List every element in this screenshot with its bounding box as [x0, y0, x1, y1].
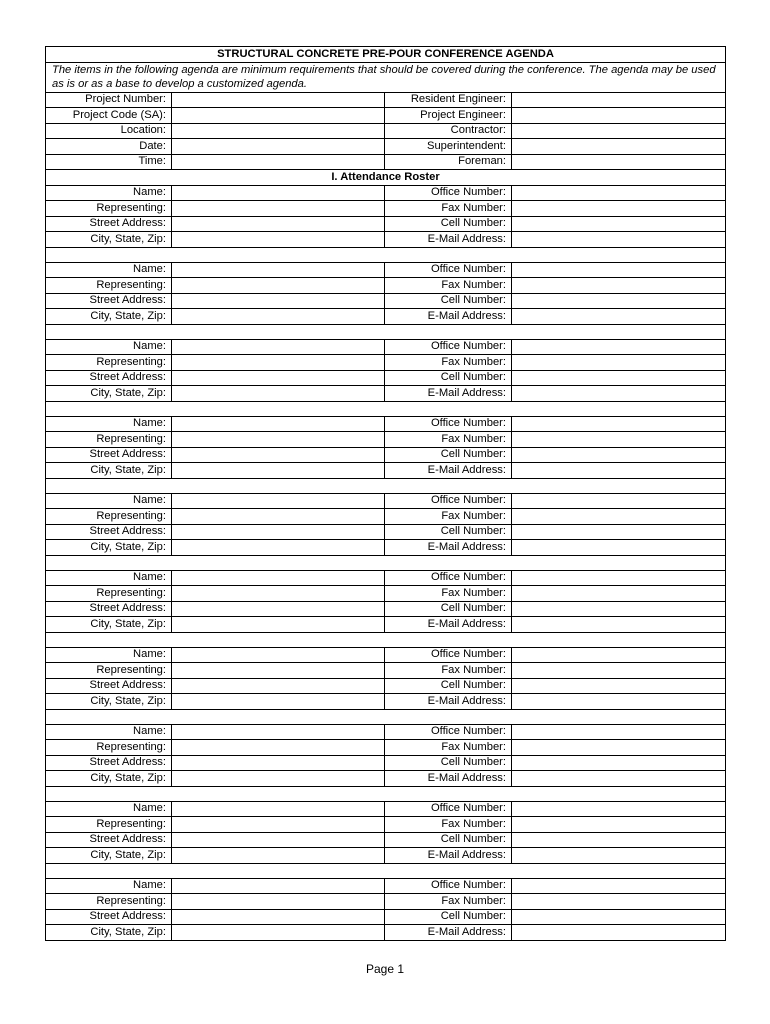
roster-row: [46, 832, 726, 848]
roster-row: [46, 848, 726, 864]
cell-number-label: Cell Number:: [385, 293, 512, 309]
cell-number-field[interactable]: [512, 755, 726, 771]
roster-row: [46, 185, 726, 201]
name-field[interactable]: [172, 493, 385, 509]
street-address-label: Street Address:: [46, 447, 172, 463]
e-mail-address-label: E-Mail Address:: [385, 463, 512, 479]
city-state-zip-field[interactable]: [172, 463, 385, 479]
roster-spacer-row: [46, 478, 726, 493]
header-row: [46, 108, 726, 124]
roster-row: [46, 878, 726, 894]
e-mail-address-label: E-Mail Address:: [385, 771, 512, 787]
roster-row: [46, 694, 726, 710]
project-engineer-field[interactable]: [512, 108, 726, 124]
roster-row: [46, 447, 726, 463]
roster-row: [46, 740, 726, 756]
roster-row: [46, 232, 726, 248]
representing-field[interactable]: [172, 201, 385, 217]
name-label: Name:: [46, 262, 172, 278]
representing-label: Representing:: [46, 432, 172, 448]
cell-number-label: Cell Number:: [385, 909, 512, 925]
roster-spacer-row: [46, 709, 726, 724]
roster-spacer-row: [46, 632, 726, 647]
contractor-field[interactable]: [512, 123, 726, 139]
fax-number-label: Fax Number:: [385, 278, 512, 294]
office-number-field[interactable]: [512, 878, 726, 894]
resident-engineer-field[interactable]: [512, 92, 726, 108]
street-address-label: Street Address:: [46, 601, 172, 617]
roster-spacer-row: [46, 324, 726, 339]
street-address-label: Street Address:: [46, 678, 172, 694]
representing-label: Representing:: [46, 740, 172, 756]
office-number-label: Office Number:: [385, 262, 512, 278]
office-number-field[interactable]: [512, 185, 726, 201]
fax-number-label: Fax Number:: [385, 817, 512, 833]
street-address-field[interactable]: [172, 293, 385, 309]
roster-row: [46, 262, 726, 278]
roster-row: [46, 278, 726, 294]
name-field[interactable]: [172, 647, 385, 663]
roster-row: [46, 493, 726, 509]
cell-number-field[interactable]: [512, 601, 726, 617]
representing-label: Representing:: [46, 663, 172, 679]
office-number-field[interactable]: [512, 724, 726, 740]
form-title: STRUCTURAL CONCRETE PRE-POUR CONFERENCE AGENDA: [46, 47, 726, 63]
name-field[interactable]: [172, 416, 385, 432]
project-code-sa-label: Project Code (SA):: [46, 108, 172, 124]
roster-row: [46, 647, 726, 663]
e-mail-address-label: E-Mail Address:: [385, 848, 512, 864]
city-state-zip-field[interactable]: [172, 694, 385, 710]
roster-row: [46, 894, 726, 910]
fax-number-field[interactable]: [512, 355, 726, 371]
representing-label: Representing:: [46, 278, 172, 294]
city-state-zip-field[interactable]: [172, 771, 385, 787]
office-number-label: Office Number:: [385, 724, 512, 740]
roster-row: [46, 293, 726, 309]
e-mail-address-label: E-Mail Address:: [385, 925, 512, 941]
office-number-label: Office Number:: [385, 339, 512, 355]
name-label: Name:: [46, 185, 172, 201]
roster-row: [46, 586, 726, 602]
e-mail-address-label: E-Mail Address:: [385, 386, 512, 402]
fax-number-field[interactable]: [512, 586, 726, 602]
fax-number-label: Fax Number:: [385, 509, 512, 525]
street-address-field[interactable]: [172, 909, 385, 925]
street-address-label: Street Address:: [46, 370, 172, 386]
roster-row: [46, 370, 726, 386]
page-number: Page 1: [365, 962, 405, 976]
superintendent-label: Superintendent:: [385, 139, 512, 155]
fax-number-label: Fax Number:: [385, 663, 512, 679]
street-address-label: Street Address:: [46, 832, 172, 848]
representing-field[interactable]: [172, 817, 385, 833]
e-mail-address-field[interactable]: [512, 925, 726, 941]
office-number-field[interactable]: [512, 570, 726, 586]
fax-number-field[interactable]: [512, 278, 726, 294]
representing-field[interactable]: [172, 740, 385, 756]
location-field[interactable]: [172, 123, 385, 139]
roster-row: [46, 909, 726, 925]
e-mail-address-field[interactable]: [512, 540, 726, 556]
fax-number-label: Fax Number:: [385, 201, 512, 217]
office-number-field[interactable]: [512, 493, 726, 509]
name-field[interactable]: [172, 262, 385, 278]
roster-row: [46, 755, 726, 771]
e-mail-address-field[interactable]: [512, 694, 726, 710]
roster-row: [46, 817, 726, 833]
name-field[interactable]: [172, 570, 385, 586]
fax-number-field[interactable]: [512, 817, 726, 833]
cell-number-label: Cell Number:: [385, 216, 512, 232]
e-mail-address-field[interactable]: [512, 617, 726, 633]
representing-field[interactable]: [172, 586, 385, 602]
roster-row: [46, 432, 726, 448]
e-mail-address-label: E-Mail Address:: [385, 694, 512, 710]
name-label: Name:: [46, 724, 172, 740]
e-mail-address-field[interactable]: [512, 309, 726, 325]
office-number-label: Office Number:: [385, 416, 512, 432]
street-address-field[interactable]: [172, 524, 385, 540]
office-number-label: Office Number:: [385, 801, 512, 817]
cell-number-field[interactable]: [512, 216, 726, 232]
roster-row: [46, 801, 726, 817]
representing-label: Representing:: [46, 355, 172, 371]
name-field[interactable]: [172, 185, 385, 201]
city-state-zip-label: City, State, Zip:: [46, 925, 172, 941]
name-label: Name:: [46, 647, 172, 663]
e-mail-address-field[interactable]: [512, 232, 726, 248]
street-address-label: Street Address:: [46, 524, 172, 540]
cell-number-label: Cell Number:: [385, 832, 512, 848]
roster-spacer-row: [46, 863, 726, 878]
city-state-zip-label: City, State, Zip:: [46, 386, 172, 402]
location-label: Location:: [46, 123, 172, 139]
fax-number-label: Fax Number:: [385, 894, 512, 910]
representing-field[interactable]: [172, 278, 385, 294]
cell-number-label: Cell Number:: [385, 601, 512, 617]
intro-text: The items in the following agenda are minimum requirements that should be covered during the conference. The agenda may be used as is or as a base to develop a customized agenda.: [46, 62, 726, 92]
project-number-field[interactable]: [172, 92, 385, 108]
roster-row: [46, 509, 726, 525]
office-number-field[interactable]: [512, 801, 726, 817]
name-label: Name:: [46, 570, 172, 586]
roster-row: [46, 663, 726, 679]
date-field[interactable]: [172, 139, 385, 155]
roster-spacer-row: [46, 247, 726, 262]
street-address-field[interactable]: [172, 447, 385, 463]
name-field[interactable]: [172, 724, 385, 740]
roster-row: [46, 309, 726, 325]
roster-row: [46, 771, 726, 787]
street-address-field[interactable]: [172, 370, 385, 386]
street-address-field[interactable]: [172, 832, 385, 848]
representing-label: Representing:: [46, 586, 172, 602]
e-mail-address-label: E-Mail Address:: [385, 540, 512, 556]
e-mail-address-field[interactable]: [512, 848, 726, 864]
representing-field[interactable]: [172, 432, 385, 448]
roster-row: [46, 570, 726, 586]
foreman-field[interactable]: [512, 154, 726, 170]
roster-row: [46, 617, 726, 633]
roster-row: [46, 724, 726, 740]
city-state-zip-label: City, State, Zip:: [46, 463, 172, 479]
representing-label: Representing:: [46, 817, 172, 833]
name-label: Name:: [46, 878, 172, 894]
roster-row: [46, 355, 726, 371]
city-state-zip-label: City, State, Zip:: [46, 771, 172, 787]
office-number-label: Office Number:: [385, 185, 512, 201]
name-label: Name:: [46, 339, 172, 355]
name-field[interactable]: [172, 878, 385, 894]
header-row: [46, 139, 726, 155]
e-mail-address-field[interactable]: [512, 771, 726, 787]
fax-number-field[interactable]: [512, 894, 726, 910]
section-title-attendance-roster: I. Attendance Roster: [46, 170, 726, 186]
project-code-sa-field[interactable]: [172, 108, 385, 124]
e-mail-address-label: E-Mail Address:: [385, 309, 512, 325]
resident-engineer-label: Resident Engineer:: [385, 92, 512, 108]
name-label: Name:: [46, 493, 172, 509]
office-number-label: Office Number:: [385, 570, 512, 586]
cell-number-label: Cell Number:: [385, 447, 512, 463]
office-number-label: Office Number:: [385, 493, 512, 509]
roster-row: [46, 463, 726, 479]
e-mail-address-label: E-Mail Address:: [385, 232, 512, 248]
roster-row: [46, 540, 726, 556]
name-field[interactable]: [172, 339, 385, 355]
time-label: Time:: [46, 154, 172, 170]
city-state-zip-field[interactable]: [172, 925, 385, 941]
fax-number-field[interactable]: [512, 432, 726, 448]
roster-row: [46, 339, 726, 355]
office-number-label: Office Number:: [385, 647, 512, 663]
header-row: [46, 154, 726, 170]
e-mail-address-field[interactable]: [512, 386, 726, 402]
superintendent-field[interactable]: [512, 139, 726, 155]
city-state-zip-field[interactable]: [172, 617, 385, 633]
cell-number-field[interactable]: [512, 909, 726, 925]
office-number-field[interactable]: [512, 647, 726, 663]
street-address-field[interactable]: [172, 755, 385, 771]
street-address-field[interactable]: [172, 601, 385, 617]
name-label: Name:: [46, 801, 172, 817]
project-engineer-label: Project Engineer:: [385, 108, 512, 124]
representing-field[interactable]: [172, 509, 385, 525]
fax-number-label: Fax Number:: [385, 586, 512, 602]
city-state-zip-label: City, State, Zip:: [46, 232, 172, 248]
roster-spacer-row: [46, 401, 726, 416]
cell-number-field[interactable]: [512, 524, 726, 540]
office-number-field[interactable]: [512, 416, 726, 432]
city-state-zip-field[interactable]: [172, 540, 385, 556]
date-label: Date:: [46, 139, 172, 155]
city-state-zip-label: City, State, Zip:: [46, 617, 172, 633]
e-mail-address-label: E-Mail Address:: [385, 617, 512, 633]
representing-label: Representing:: [46, 894, 172, 910]
cell-number-label: Cell Number:: [385, 755, 512, 771]
city-state-zip-label: City, State, Zip:: [46, 694, 172, 710]
city-state-zip-field[interactable]: [172, 386, 385, 402]
street-address-label: Street Address:: [46, 293, 172, 309]
city-state-zip-label: City, State, Zip:: [46, 540, 172, 556]
name-field[interactable]: [172, 801, 385, 817]
contractor-label: Contractor:: [385, 123, 512, 139]
e-mail-address-field[interactable]: [512, 463, 726, 479]
header-row: [46, 92, 726, 108]
cell-number-label: Cell Number:: [385, 524, 512, 540]
cell-number-label: Cell Number:: [385, 370, 512, 386]
street-address-field[interactable]: [172, 216, 385, 232]
project-number-label: Project Number:: [46, 92, 172, 108]
time-field[interactable]: [172, 154, 385, 170]
fax-number-label: Fax Number:: [385, 355, 512, 371]
roster-row: [46, 416, 726, 432]
street-address-label: Street Address:: [46, 755, 172, 771]
representing-label: Representing:: [46, 509, 172, 525]
cell-number-field[interactable]: [512, 832, 726, 848]
office-number-field[interactable]: [512, 339, 726, 355]
street-address-label: Street Address:: [46, 216, 172, 232]
roster-row: [46, 386, 726, 402]
office-number-label: Office Number:: [385, 878, 512, 894]
city-state-zip-field[interactable]: [172, 848, 385, 864]
cell-number-field[interactable]: [512, 293, 726, 309]
representing-field[interactable]: [172, 663, 385, 679]
fax-number-label: Fax Number:: [385, 740, 512, 756]
header-row: [46, 123, 726, 139]
cell-number-field[interactable]: [512, 447, 726, 463]
city-state-zip-field[interactable]: [172, 232, 385, 248]
fax-number-field[interactable]: [512, 201, 726, 217]
cell-number-field[interactable]: [512, 678, 726, 694]
city-state-zip-label: City, State, Zip:: [46, 848, 172, 864]
cell-number-label: Cell Number:: [385, 678, 512, 694]
roster-row: [46, 201, 726, 217]
roster-spacer-row: [46, 555, 726, 570]
representing-label: Representing:: [46, 201, 172, 217]
roster-row: [46, 678, 726, 694]
representing-field[interactable]: [172, 355, 385, 371]
roster-row: [46, 216, 726, 232]
roster-row: [46, 524, 726, 540]
cell-number-field[interactable]: [512, 370, 726, 386]
street-address-field[interactable]: [172, 678, 385, 694]
foreman-label: Foreman:: [385, 154, 512, 170]
fax-number-field[interactable]: [512, 740, 726, 756]
fax-number-field[interactable]: [512, 509, 726, 525]
agenda-form-table: [45, 46, 726, 941]
fax-number-label: Fax Number:: [385, 432, 512, 448]
city-state-zip-label: City, State, Zip:: [46, 309, 172, 325]
representing-field[interactable]: [172, 894, 385, 910]
fax-number-field[interactable]: [512, 663, 726, 679]
city-state-zip-field[interactable]: [172, 309, 385, 325]
office-number-field[interactable]: [512, 262, 726, 278]
roster-row: [46, 925, 726, 941]
street-address-label: Street Address:: [46, 909, 172, 925]
roster-spacer-row: [46, 786, 726, 801]
roster-row: [46, 601, 726, 617]
name-label: Name:: [46, 416, 172, 432]
